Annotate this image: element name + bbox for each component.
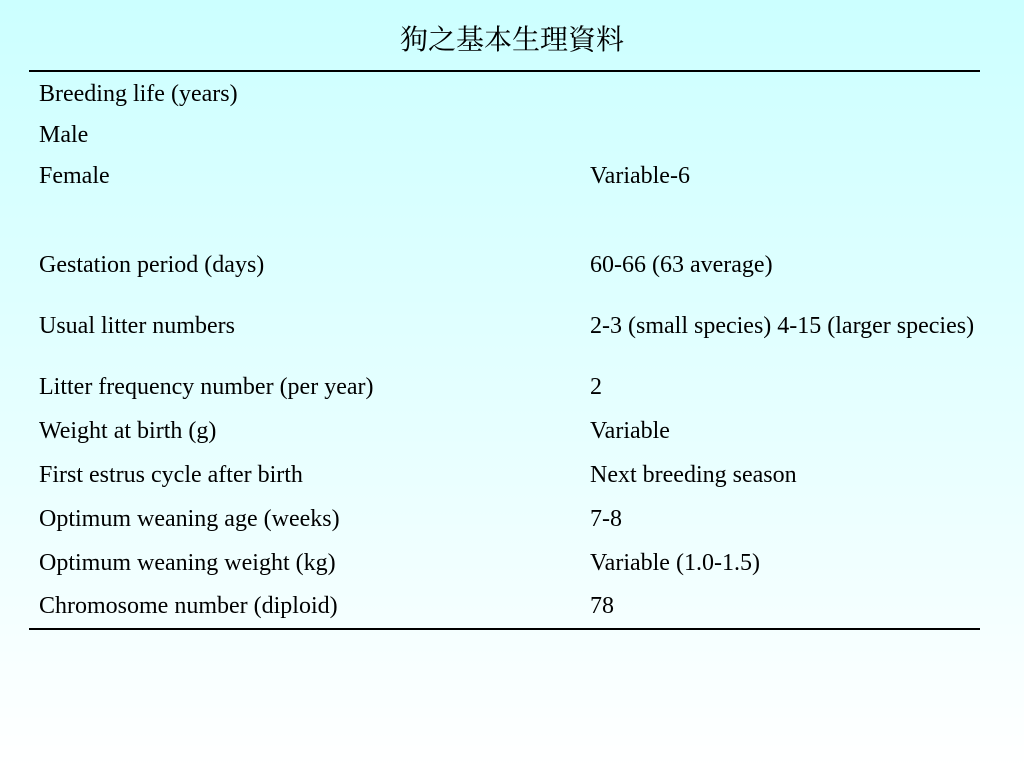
parameter-cell: Weight at birth (g)	[39, 417, 217, 444]
parameter-cell: Breeding life (years)	[39, 80, 238, 107]
slide-title: 狗之基本生理資料	[399, 23, 624, 56]
table-row	[29, 71, 980, 116]
value-cell	[586, 116, 980, 154]
table-row	[29, 541, 980, 585]
value-cell: 2-3 (small species) 4-15 (larger species)	[590, 312, 975, 339]
table-row	[29, 116, 980, 154]
parameter-cell	[29, 198, 586, 243]
value-cell: 78	[590, 593, 614, 619]
parameter-cell: Optimum weaning age (weeks)	[39, 505, 340, 532]
table-row	[29, 365, 980, 409]
parameter-cell: Gestation period (days)	[39, 251, 265, 278]
parameter-cell: Female	[39, 162, 110, 189]
value-cell: 7-8	[590, 505, 622, 532]
value-cell	[586, 71, 980, 116]
parameter-cell: Usual litter numbers	[39, 312, 235, 339]
table-row	[29, 287, 980, 365]
table-row	[29, 154, 980, 198]
table-row	[29, 497, 980, 541]
value-cell: 60-66 (63 average)	[590, 251, 773, 278]
parameter-cell: Optimum weaning weight (kg)	[39, 549, 336, 576]
value-cell	[586, 198, 980, 243]
parameter-cell: Male	[39, 121, 89, 148]
value-cell: Variable-6	[590, 162, 690, 189]
table-row	[29, 409, 980, 453]
physiology-data-table	[29, 70, 980, 630]
table-row	[29, 453, 980, 497]
value-cell: Variable	[590, 417, 670, 444]
value-cell: Next breeding season	[590, 461, 797, 488]
value-cell: Variable (1.0-1.5)	[590, 549, 760, 576]
table-row	[29, 243, 980, 287]
parameter-cell: Litter frequency number (per year)	[39, 373, 374, 400]
parameter-cell: First estrus cycle after birth	[39, 461, 303, 488]
table-spacer-row	[29, 198, 980, 243]
value-cell: 2	[590, 373, 602, 400]
parameter-cell: Chromosome number (diploid)	[39, 593, 338, 619]
table-row	[29, 585, 980, 629]
